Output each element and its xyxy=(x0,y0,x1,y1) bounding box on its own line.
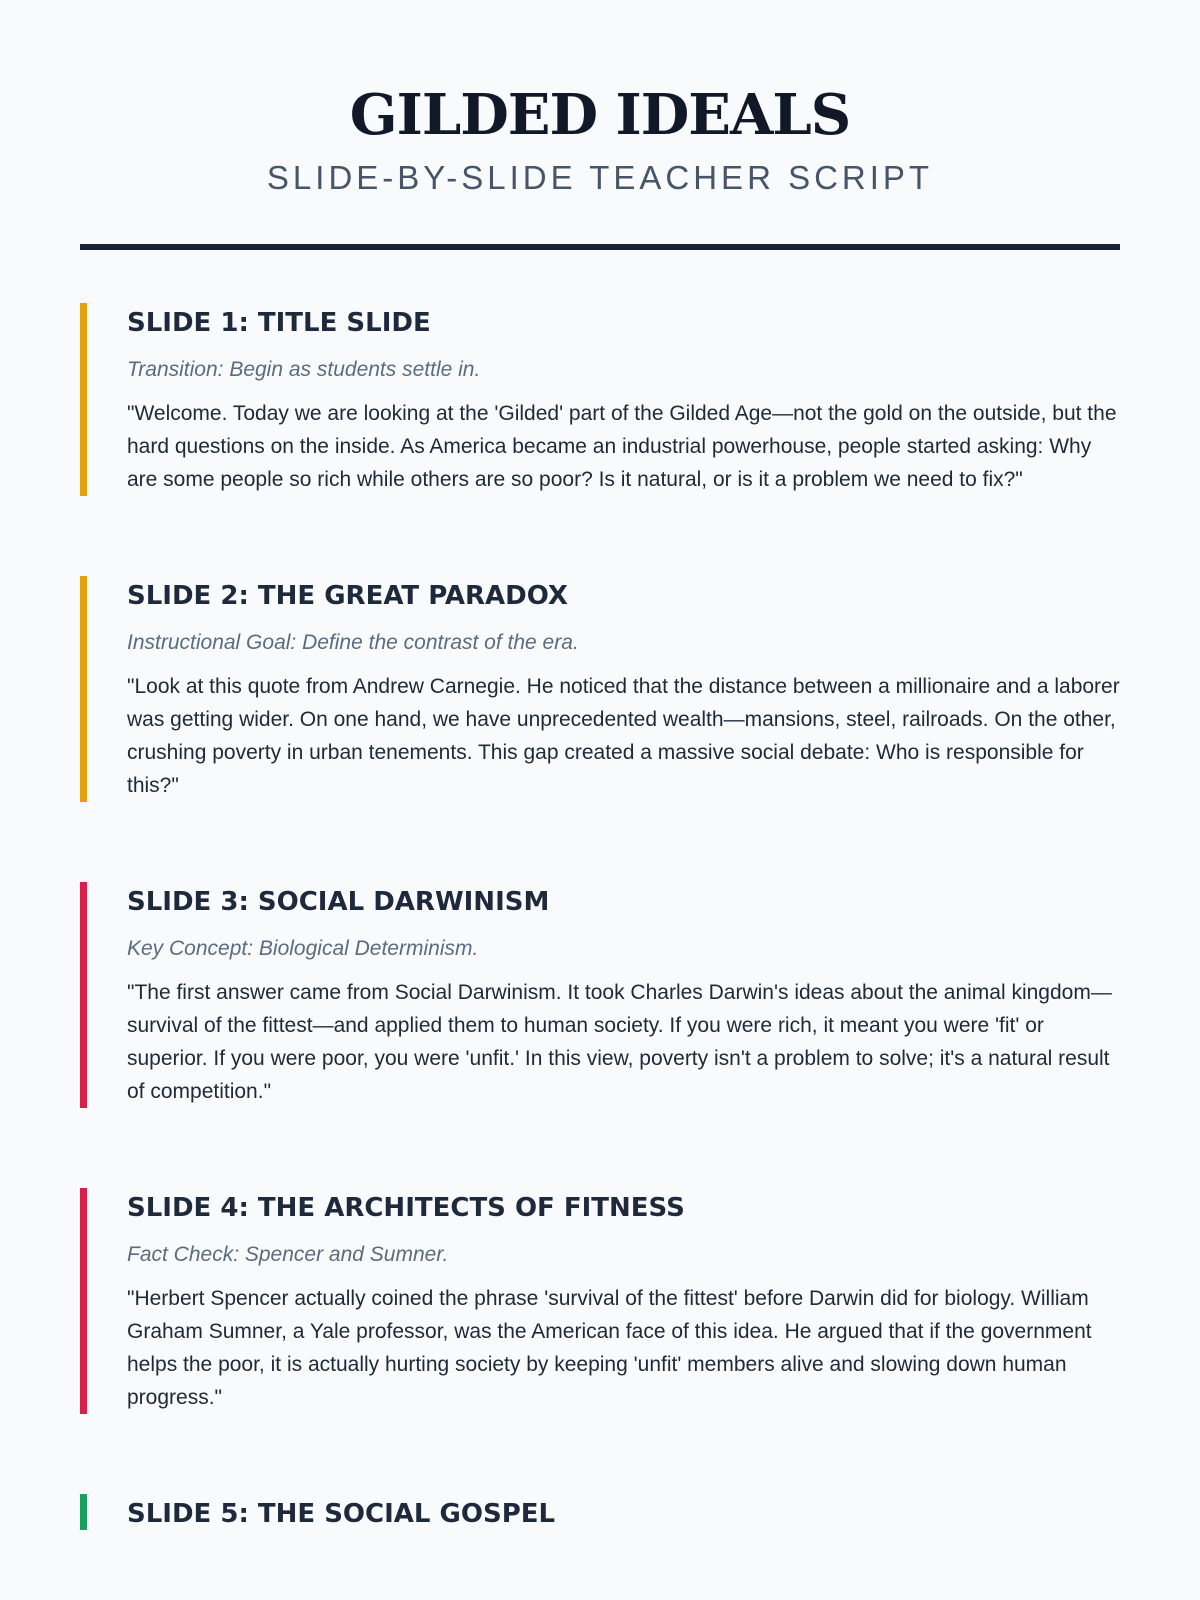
slide-note: Fact Check: Spencer and Sumner. xyxy=(127,1243,449,1266)
slide-section-5 xyxy=(80,1494,1120,1530)
header-divider xyxy=(80,244,1120,250)
slide-script: "The first answer came from Social Darwinism. It took Charles Darwin's ideas about the animal kingdom—survival of the fittest—and applied them to human society. If you were rich, it meant you were 'fit' or superior. If you were poor, you were 'unfit.' In this view, poverty isn't a problem to solve; it's a natural result of competition." xyxy=(127,981,1112,1103)
document-subtitle: SLIDE-BY-SLIDE TEACHER SCRIPT xyxy=(266,159,934,196)
slide-script: "Look at this quote from Andrew Carnegie. He noticed that the distance between a millionaire and a laborer was getting wider. On one hand, we have unprecedented wealth—mansions, steel, railroads. On the other, crushing poverty in urban tenements. This gap created a massive social debate: Who is responsible for this?" xyxy=(127,675,1120,797)
slide-note: Instructional Goal: Define the contrast of the era. xyxy=(127,631,579,654)
slide-title: SLIDE 2: THE GREAT PARADOX xyxy=(127,581,568,611)
slide-section-3 xyxy=(80,882,1120,1108)
document-header xyxy=(80,0,1120,198)
slide-title: SLIDE 4: THE ARCHITECTS OF FITNESS xyxy=(127,1193,685,1223)
slide-note: Transition: Begin as students settle in. xyxy=(127,358,481,381)
slide-section-2 xyxy=(80,576,1120,802)
slide-title: SLIDE 3: SOCIAL DARWINISM xyxy=(127,887,550,917)
slide-script: "Herbert Spencer actually coined the phrase 'survival of the fittest' before Darwin did for biology. William Graham Sumner, a Yale professor, was the American face of this idea. He argued that if the government helps the poor, it is actually hurting society by keeping 'unfit' members alive and slowing down human progress." xyxy=(127,1287,1092,1409)
document-title: GILDED IDEALS xyxy=(349,82,851,148)
slide-note: Key Concept: Biological Determinism. xyxy=(127,937,479,960)
slide-title: SLIDE 5: THE SOCIAL GOSPEL xyxy=(127,1499,556,1529)
slide-section-1 xyxy=(80,303,1120,496)
slide-list xyxy=(80,303,1120,1530)
slide-section-4 xyxy=(80,1188,1120,1414)
slide-script: "Welcome. Today we are looking at the 'Gilded' part of the Gilded Age—not the gold on the outside, but the hard questions on the inside. As America became an industrial powerhouse, people started asking: Why are some people so rich while others are so poor? Is it natural, or is it a problem we need to fix?" xyxy=(127,402,1117,491)
slide-title: SLIDE 1: TITLE SLIDE xyxy=(127,308,431,338)
